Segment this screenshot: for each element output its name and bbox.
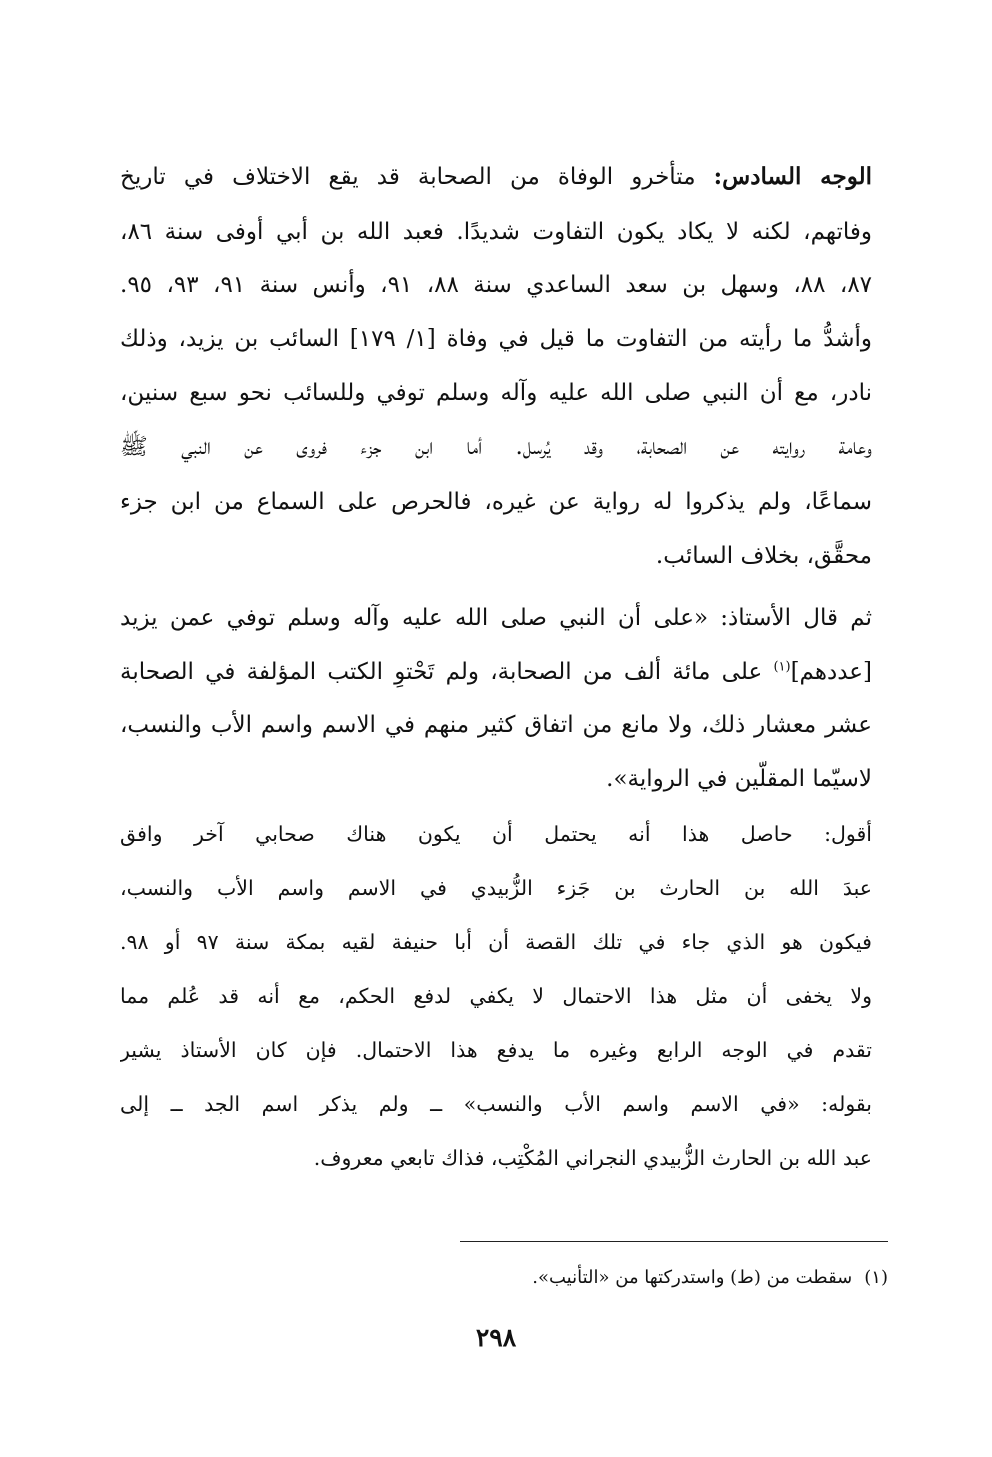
section-heading: الوجه السادس:	[713, 163, 872, 190]
footnote-text: سقطت من (ط) واستدركتها من «التأنيب».	[532, 1267, 853, 1288]
text-line: وأشدُّ ما رأيته من التفاوت ما قيل في وفاة [١/ ١٧٩] السائب بن يزيد، وذلك	[120, 326, 872, 352]
text-line: تقدم في الوجه الرابع وغيره ما يدفع هذا الاحتمال. فإن كان الأستاذ يشير	[120, 1038, 872, 1062]
footnote-number: (١)	[864, 1267, 888, 1288]
footnote	[188, 1260, 888, 1296]
text-line: ولا يخفى أن مثل هذا الاحتمال لا يكفي لدفع الحكم، مع أنه قد عُلم مما	[120, 984, 872, 1008]
text-line: ٨٧، ٨٨، وسهل بن سعد الساعدي سنة ٨٨، ٩١، وأنس سنة ٩١، ٩٣، ٩٥.	[120, 272, 872, 298]
text-line: لاسيّما المقلّين في الرواية».	[606, 766, 872, 792]
text-line: عبد الله بن الحارث الزُّبيدي النجراني المُكْتِب، فذاك تابعي معروف.	[313, 1146, 872, 1170]
text-line: [عددهم]$^{(١)}$ على مائة ألف من الصحابة، ولم تَحْتوِ الكتب المؤلفة في الصحابة	[120, 659, 872, 685]
footnote-reference[interactable]: (١)	[773, 659, 791, 675]
text-line: نادر، مع أن النبي صلى الله عليه وآله وسلم توفي وللسائب نحو سبع سنين،	[120, 380, 872, 406]
text-line: محقَّق، بخلاف السائب.	[655, 543, 872, 569]
text-line: بقوله: «في الاسم واسم الأب والنسب» ــ ولم يذكر اسم الجد ــ إلى	[120, 1092, 872, 1116]
text-line: سماعًا، ولم يذكروا له رواية عن غيره، فالحرص على السماع من ابن جزء	[120, 489, 872, 515]
text-line: وفاتهم، لكنه لا يكاد يكون التفاوت شديدًا. فعبد الله بن أبي أوفى سنة ٨٦،	[120, 219, 872, 245]
text-line: الوجه السادس: متأخرو الوفاة من الصحابة قد يقع الاختلاف في تاريخ	[120, 163, 872, 190]
page-number: ٢٩٨	[475, 1323, 517, 1352]
text-line: عبدَ الله بن الحارث بن جَزء الزُّبيدي في الاسم واسم الأب والنسب،	[120, 876, 872, 900]
text-line: أقول: حاصل هذا أنه يحتمل أن يكون هناك صحابي آخر وافق	[120, 822, 872, 846]
text-line: فيكون هو الذي جاء في تلك القصة أن أبا حنيفة لقيه بمكة سنة ٩٧ أو ٩٨.	[120, 930, 872, 954]
footnote-divider	[460, 1241, 888, 1242]
text-line: عشر معشار ذلك، ولا مانع من اتفاق كثير منهم في الاسم واسم الأب والنسب،	[120, 712, 872, 738]
text-line: وعامة روايته عن الصحابة، وقد يُرسل. أما ابن جزء فروى عن النبي ﷺ	[120, 434, 872, 460]
text-line: ثم قال الأستاذ: «على أن النبي صلى الله عليه وآله وسلم توفي عمن يزيد	[120, 605, 872, 631]
